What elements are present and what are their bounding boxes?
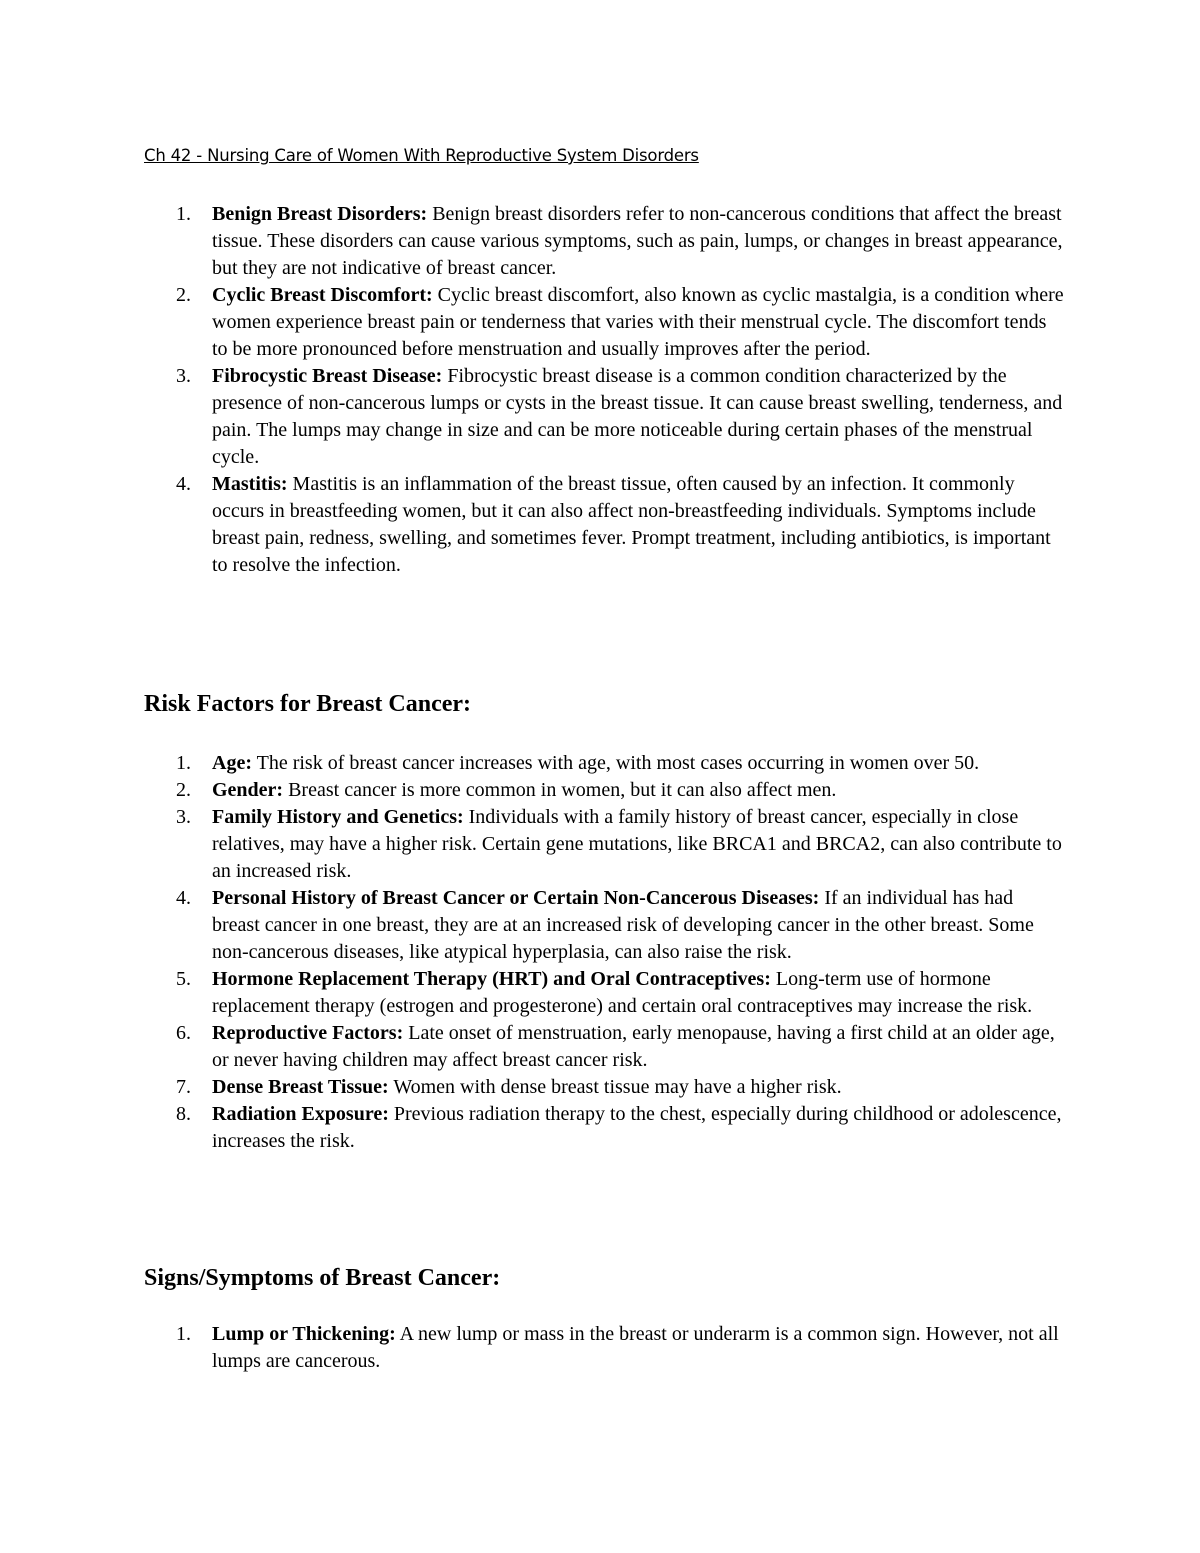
list-item [144,1020,1064,1074]
list-item [144,201,1064,282]
list-term: Age: [212,752,252,774]
list-number: 3. [176,365,191,387]
signs-symptoms-list [144,1321,1064,1375]
risk-factors-heading: Risk Factors for Breast Cancer: [144,691,472,717]
list-text: Cyclic breast discomfort, also known as cyclic mastalgia, is a condition where women experience breast pain or tenderness that varies with their menstrual cycle. The discomfort tends to be more pronounced before menstruation and usually improves after the period. [212,284,1064,360]
list-text: A new lump or mass in the breast or underarm is a common sign. However, not all lumps are cancerous. [212,1323,1059,1372]
list-term: Hormone Replacement Therapy (HRT) and Oral Contraceptives: [212,968,771,990]
risk-factors-list [144,750,1064,1155]
list-text: Breast cancer is more common in women, but it can also affect men. [283,779,837,801]
list-text: If an individual has had breast cancer in one breast, they are at an increased risk of developing cancer in the other breast. Some non-cancerous diseases, like atypical hyperplasia, can also raise the risk. [212,887,1034,963]
list-text: Individuals with a family history of breast cancer, especially in close relatives, may have a higher risk. Certain gene mutations, like BRCA1 and BRCA2, can also contribute to an increased risk. [212,806,1062,882]
list-number: 1. [176,203,191,225]
benign-disorders-list [144,201,1064,579]
signs-symptoms-heading: Signs/Symptoms of Breast Cancer: [144,1265,501,1291]
list-text: The risk of breast cancer increases with age, with most cases occurring in women over 50. [251,752,980,774]
list-term: Personal History of Breast Cancer or Certain Non-Cancerous Diseases: [212,887,820,909]
list-term: Reproductive Factors: [212,1022,404,1044]
list-number: 1. [176,752,191,774]
list-term: Mastitis: [212,473,288,495]
list-number: 1. [176,1323,191,1345]
list-number: 2. [176,779,191,801]
list-term: Gender: [212,779,284,801]
list-number: 4. [176,887,191,909]
list-number: 4. [176,473,191,495]
list-item [144,282,1064,363]
list-item [144,1101,1064,1155]
list-item [144,750,1064,777]
list-term: Fibrocystic Breast Disease: [212,365,443,387]
list-term: Family History and Genetics: [212,806,464,828]
list-item [144,966,1064,1020]
list-item [144,1321,1064,1375]
list-item [144,471,1064,579]
document-title: Ch 42 - Nursing Care of Women With Reproductive System Disorders [144,146,699,165]
list-text: Mastitis is an inflammation of the breast tissue, often caused by an infection. It commonly occurs in breastfeeding women, but it can also affect non-breastfeeding individuals. Symptoms include breast pain, redness, swelling, and sometimes fever. Prompt treatment, including antibiotics, is important to resolve the infection. [212,473,1051,576]
list-text: Benign breast disorders refer to non-cancerous conditions that affect the breast tissue. These disorders can cause various symptoms, such as pain, lumps, or changes in breast appearance, but they are not indicative of breast cancer. [212,203,1063,279]
list-term: Dense Breast Tissue: [212,1076,389,1098]
list-term: Radiation Exposure: [212,1103,389,1125]
list-term: Cyclic Breast Discomfort: [212,284,433,306]
list-term: Lump or Thickening: [212,1323,396,1345]
list-text: Fibrocystic breast disease is a common condition characterized by the presence of non-cancerous lumps or cysts in the breast tissue. It can cause breast swelling, tenderness, and pain. The lumps may change in size and can be more noticeable during certain phases of the menstrual cycle. [212,365,1063,468]
list-item [144,804,1064,885]
list-text: Previous radiation therapy to the chest, especially during childhood or adolescence, increases the risk. [212,1103,1062,1152]
list-number: 3. [176,806,191,828]
list-item [144,885,1064,966]
list-number: 6. [176,1022,191,1044]
list-text: Long-term use of hormone replacement therapy (estrogen and progesterone) and certain oral contraceptives may increase the risk. [212,968,1033,1017]
list-term: Benign Breast Disorders: [212,203,428,225]
list-number: 8. [176,1103,191,1125]
list-text: Late onset of menstruation, early menopause, having a first child at an older age, or never having children may affect breast cancer risk. [212,1022,1055,1071]
list-item [144,1074,1064,1101]
list-item [144,777,1064,804]
list-text: Women with dense breast tissue may have a higher risk. [388,1076,842,1098]
list-number: 5. [176,968,191,990]
list-number: 2. [176,284,191,306]
list-number: 7. [176,1076,191,1098]
list-item [144,363,1064,471]
